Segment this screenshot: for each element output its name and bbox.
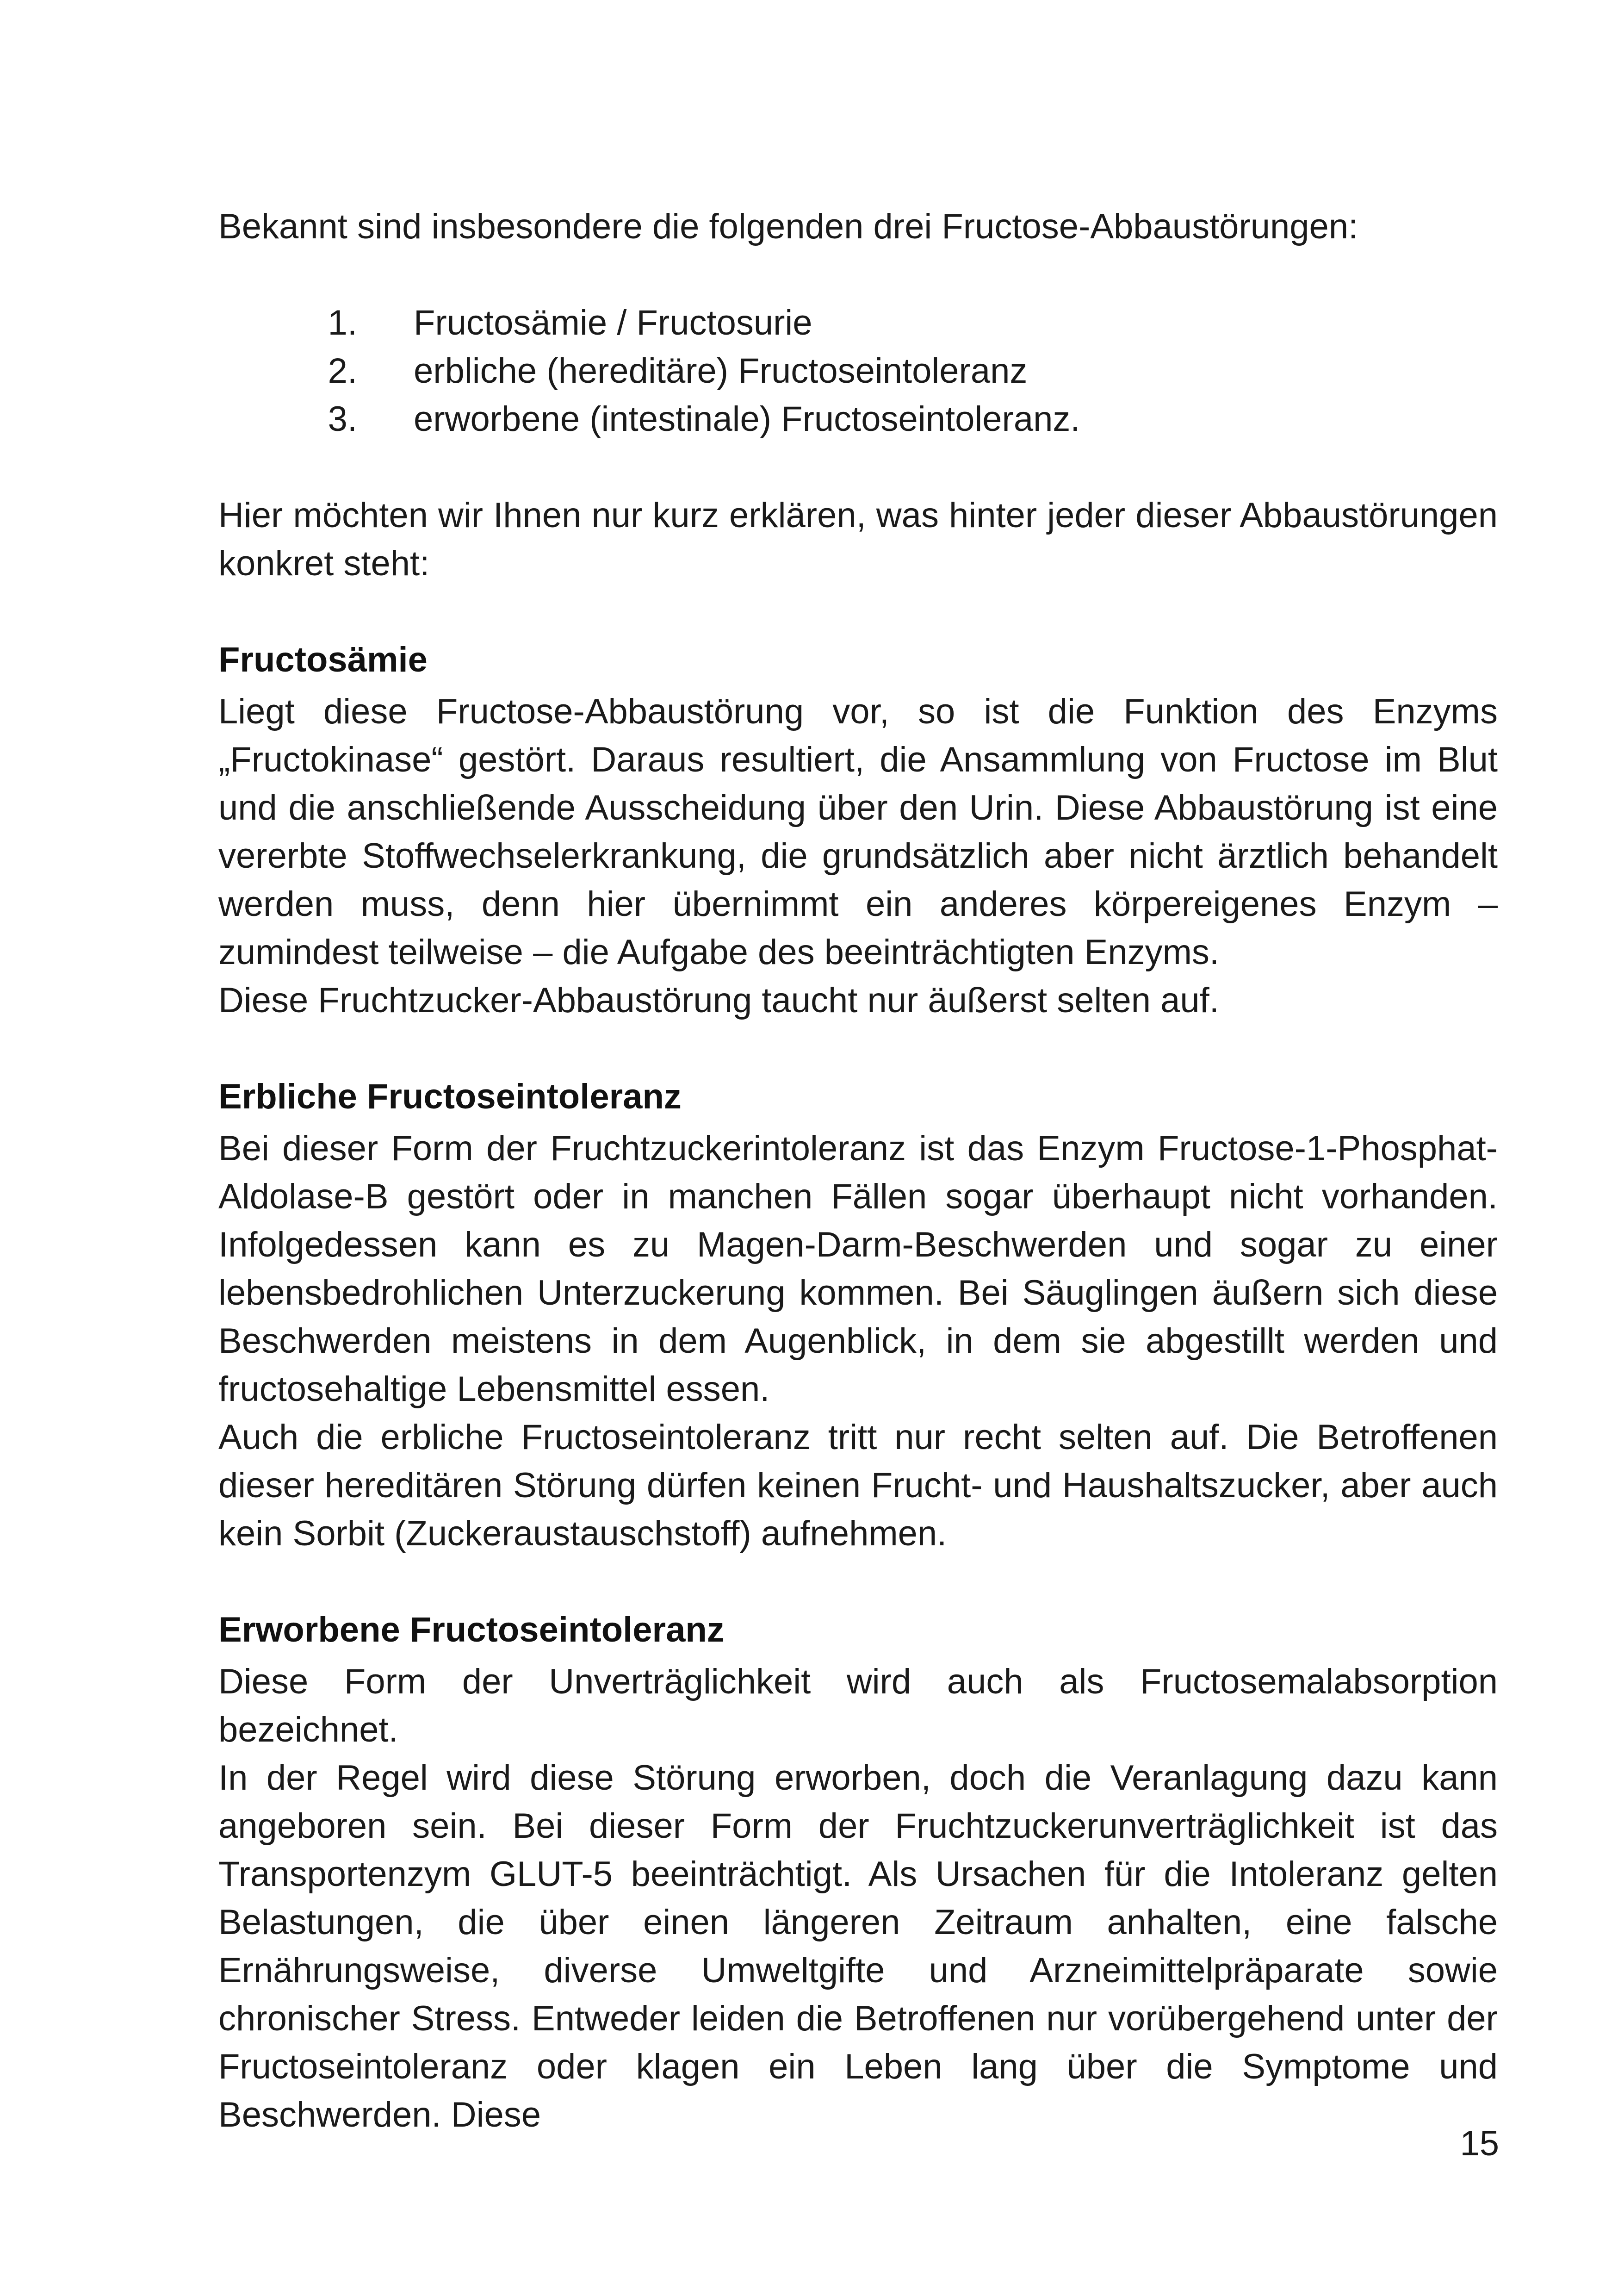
section-heading: Fructosämie: [218, 640, 428, 679]
page-number: 15: [1460, 2124, 1499, 2163]
section-paragraph: Auch die erbliche Fructoseintoleranz tritt nur recht selten auf. Die Betroffenen dieser hereditären Störung dürfen keinen Frucht- und Haushaltszucker, aber auch kein Sorbit (Zuckeraustauschstoff) aufnehmen.: [218, 1418, 1498, 1553]
list-item: [218, 395, 1498, 443]
section-erbliche-fructoseintoleranz: [218, 1073, 1498, 1558]
section-paragraph: Diese Form der Unverträglichkeit wird auch als Fructosemalabsorption bezeichnet.: [218, 1662, 1498, 1749]
section-paragraph: Bei dieser Form der Fruchtzuckerintoleranz ist das Enzym Fructose-1-Phosphat-Aldolase-B gestört oder in manchen Fällen sogar überhaupt nicht vorhanden. Infolgedessen kann es zu Magen-Darm-Beschwerden und sogar zu einer lebensbedrohlichen Unterzuckerung kommen. Bei Säuglingen äußern sich diese Beschwerden meistens in dem Augenblick, in dem sie abgestillt werden und fructosehaltige Lebensmittel essen.: [218, 1129, 1498, 1409]
disorder-list: [218, 299, 1498, 443]
section-heading: Erworbene Fructoseintoleranz: [218, 1610, 725, 1649]
list-number: 2.: [328, 351, 357, 391]
list-text: erbliche (hereditäre) Fructoseintoleranz: [414, 351, 1028, 391]
list-text: Fructosämie / Fructosurie: [414, 303, 812, 342]
list-number: 1.: [328, 303, 357, 342]
list-number: 3.: [328, 399, 357, 439]
section-paragraph: Diese Fruchtzucker-Abbaustörung taucht nur äußerst selten auf.: [218, 981, 1219, 1020]
intro-text: Bekannt sind insbesondere die folgenden drei Fructose-Abbaustörungen:: [218, 207, 1358, 246]
list-item: [218, 299, 1498, 347]
section-erworbene-fructoseintoleranz: [218, 1606, 1498, 2139]
lead-text: Hier möchten wir Ihnen nur kurz erklären, was hinter jeder dieser Abbaustörungen konkret steht:: [218, 496, 1498, 583]
section-heading: Erbliche Fructoseintoleranz: [218, 1077, 682, 1116]
page-body: [218, 203, 1498, 2187]
list-text: erworbene (intestinale) Fructoseintoleranz.: [414, 399, 1080, 439]
section-fructosaemie: [218, 636, 1498, 1025]
section-paragraph: In der Regel wird diese Störung erworben, doch die Veranlagung dazu kann angeboren sein. Bei dieser Form der Fruchtzuckerunverträglichkeit ist das Transportenzym GLUT-5 beeinträchtigt. Als Ursachen für die Intoleranz gelten Belastungen, die über einen längeren Zeitraum anhalten, eine falsche Ernährungsweise, diverse Umweltgifte und Arzneimittelpräparate sowie chronischer Stress. Entweder leiden die Betroffenen nur vorübergehend unter der Fructoseintoleranz oder klagen ein Leben lang über die Symptome und Beschwerden. Diese: [218, 1758, 1498, 2134]
list-item: [218, 347, 1498, 395]
section-paragraph: Liegt diese Fructose-Abbaustörung vor, so ist die Funktion des Enzyms „Fructokinase“ gestört. Daraus resultiert, die Ansammlung von Fructose im Blut und die anschließende Ausscheidung über den Urin. Diese Abbaustörung ist eine vererbte Stoffwechselerkrankung, die grundsätzlich aber nicht ärztlich behandelt werden muss, denn hier übernimmt ein anderes körpereigenes Enzym – zumindest teilweise – die Aufgabe des beeinträchtigten Enzyms.: [218, 692, 1498, 972]
